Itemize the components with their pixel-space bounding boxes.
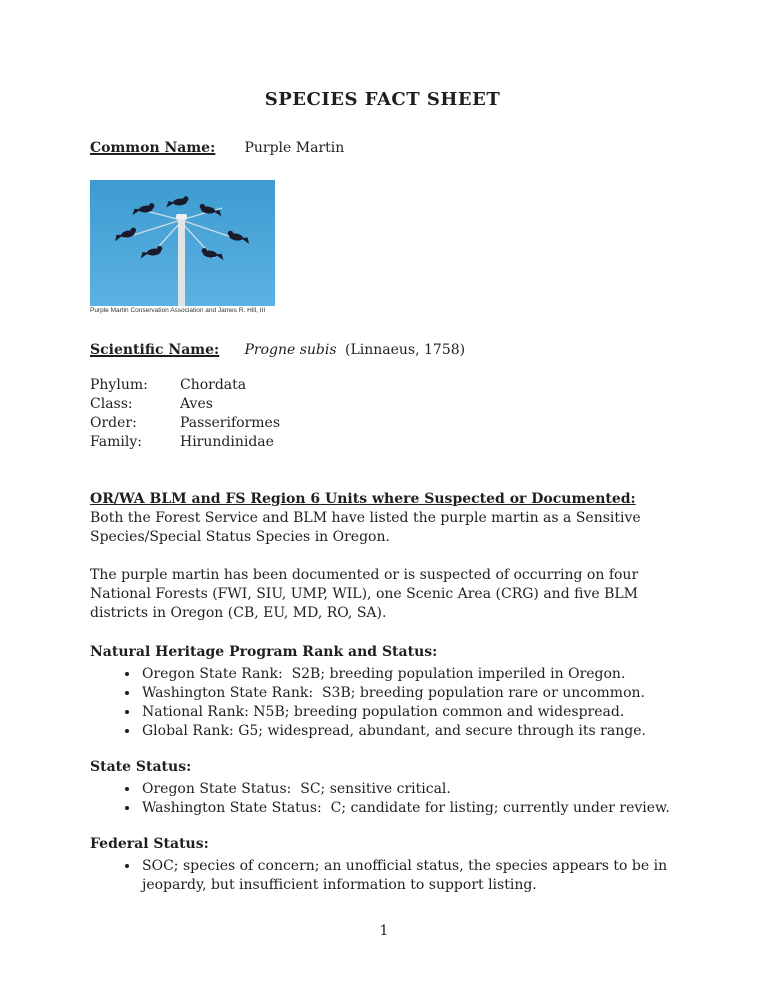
federal-status-heading: Federal Status: — [90, 836, 209, 852]
taxonomy-value: Chordata — [180, 377, 247, 393]
list-item: • National Rank: N5B; breeding population common and widespread. — [140, 703, 675, 722]
list-item: • Oregon State Rank: S2B; breeding population imperiled in Oregon. — [140, 665, 675, 684]
common-name-value: Purple Martin — [244, 140, 345, 156]
heritage-section-heading: Natural Heritage Program Rank and Status: — [90, 644, 438, 660]
taxonomy-rank: Phylum: — [90, 377, 148, 393]
units-paragraph-1: Both the Forest Service and BLM have listed the purple martin as a Sensitive Species/Special Status Species in Oregon. — [90, 510, 646, 545]
taxonomy-row-order — [90, 414, 675, 433]
taxonomy-rank: Order: — [90, 415, 137, 431]
taxonomy-row-class — [90, 395, 675, 414]
pole — [178, 218, 185, 306]
heritage-rank-list — [90, 665, 675, 741]
list-item: • Washington State Rank: S3B; breeding population rare or uncommon. — [140, 684, 675, 703]
scientific-name-row — [90, 341, 675, 360]
list-item: • SOC; species of concern; an unofficial status, the species appears to be in jeopardy, but insufficient information to support listing. — [140, 857, 675, 895]
common-name-row — [90, 139, 675, 158]
list-item: • Global Rank: G5; widespread, abundant, and secure through its range. — [140, 722, 675, 741]
page-number: 1 — [379, 923, 389, 939]
taxonomy-value: Aves — [180, 396, 213, 412]
species-photo-block — [90, 180, 275, 315]
common-name-label: Common Name: — [90, 140, 216, 156]
scientific-name-authority: (Linnaeus, 1758) — [345, 342, 466, 358]
species-photo — [90, 180, 275, 306]
taxonomy-row-family — [90, 433, 675, 452]
photo-caption: Purple Martin Conservation Association and James R. Hill, III — [90, 307, 266, 314]
units-section-heading: OR/WA BLM and FS Region 6 Units where Suspected or Documented: — [90, 491, 636, 507]
list-item: • Oregon State Status: SC; sensitive critical. — [140, 780, 675, 799]
scientific-name-label: Scientific Name: — [90, 342, 220, 358]
state-status-heading: State Status: — [90, 759, 192, 775]
list-item: • Washington State Status: C; candidate for listing; currently under review. — [140, 799, 675, 818]
federal-status-list — [90, 857, 675, 895]
taxonomy-rank: Family: — [90, 434, 142, 450]
taxonomy-list — [90, 376, 675, 452]
state-status-list — [90, 780, 675, 818]
taxonomy-value: Hirundinidae — [180, 434, 274, 450]
taxonomy-value: Passeriformes — [180, 415, 281, 431]
taxonomy-row-phylum — [90, 376, 675, 395]
taxonomy-rank: Class: — [90, 396, 133, 412]
units-paragraph-2: The purple martin has been documented or is suspected of occurring on four National Forests (FWI, SIU, UMP, WIL), one Scenic Area (CRG) and five BLM districts in Oregon (CB, EU, MD, RO, SA). — [90, 567, 643, 621]
page-title: SPECIES FACT SHEET — [264, 89, 501, 110]
scientific-name-value: Progne subis — [244, 342, 337, 358]
